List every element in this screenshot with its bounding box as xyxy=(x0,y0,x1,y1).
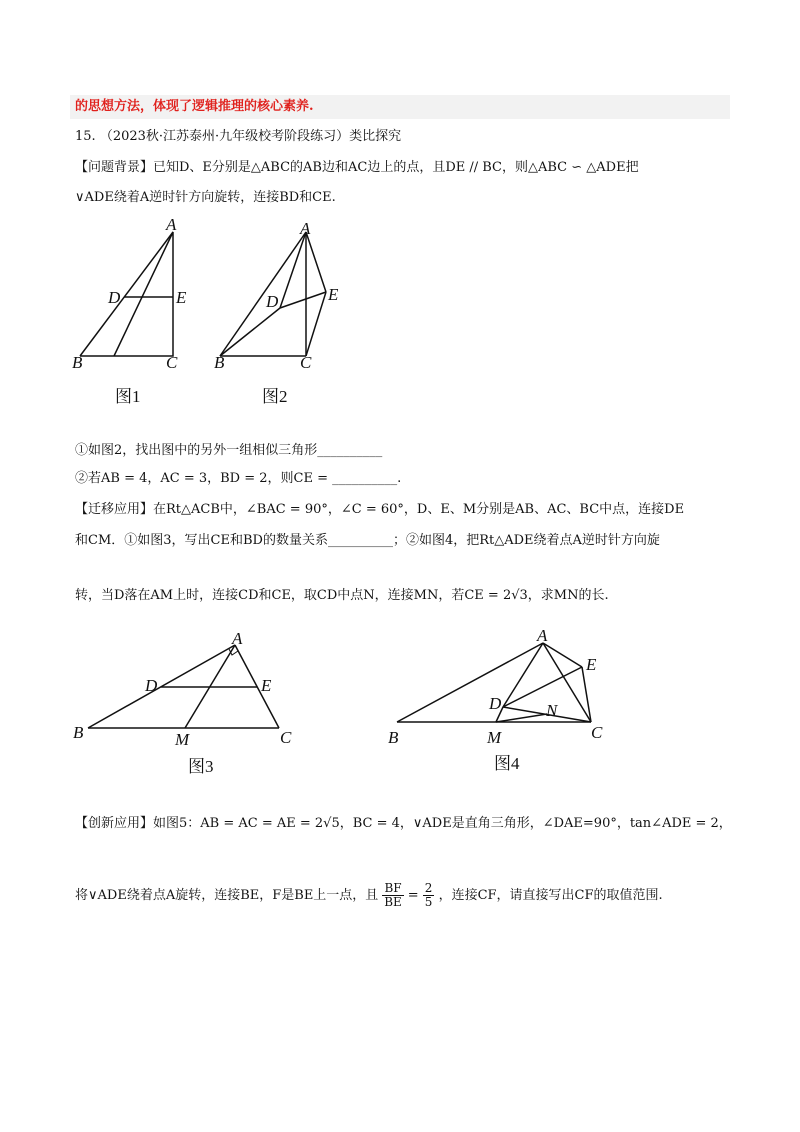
fig3-label-c: C xyxy=(280,728,292,747)
fig2-side-de xyxy=(280,292,326,308)
question-source: （2023秋·江苏泰州·九年级校考阶段练习）类比探究 xyxy=(99,129,402,144)
fig4-label-m: M xyxy=(487,728,502,747)
fraction-bf-be xyxy=(382,882,403,909)
fig4-label-a: A xyxy=(537,626,548,645)
fraction-equals: = xyxy=(407,888,423,903)
fig1-label-c: C xyxy=(166,353,178,372)
fig2-label-b: B xyxy=(214,353,225,372)
transfer-line-1: 【迁移应用】在Rt△ACB中，∠BAC = 90°，∠C = 60°，D、E、M分别是AB、AC、BC中点，连接DE xyxy=(75,502,685,517)
fig4-label-e: E xyxy=(586,655,597,674)
innovation-line-2-end: ，连接CF，请直接写出CF的取值范围. xyxy=(438,888,663,903)
question-1: ①如图2，找出图中的另外一组相似三角形__________ xyxy=(75,443,383,458)
fraction-numerator: BF xyxy=(384,881,402,895)
figure-2 xyxy=(208,212,358,412)
innovation-line-2 xyxy=(75,882,663,909)
fig3-label-m: M xyxy=(175,730,190,749)
fig1-caption: 图1 xyxy=(115,387,141,406)
fig1-label-d: D xyxy=(108,288,121,307)
transfer-line-2: 和CM．①如图3，写出CE和BD的数量关系__________；②如图4，把Rt△ADE绕着点A逆时针方向旋 xyxy=(75,533,660,548)
fig2-caption: 图2 xyxy=(262,387,288,406)
fig1-label-e: E xyxy=(176,288,187,307)
fig4-segment-ae xyxy=(543,643,582,667)
fig2-segment-bd xyxy=(220,308,280,356)
question-header xyxy=(75,127,401,147)
fraction-denominator: BE xyxy=(384,895,402,909)
fig2-label-d: D xyxy=(266,292,279,311)
question-2: ②若AB = 4，AC = 3，BD = 2，则CE = __________. xyxy=(75,471,402,486)
fig1-label-b: B xyxy=(72,353,83,372)
fraction-value-numerator: 2 xyxy=(424,881,433,895)
transfer-line-3: 转，当D落在AM上时，连接CD和CE，取CD中点N，连接MN，若CE = 2√3，求MN的长. xyxy=(75,588,609,603)
fig2-label-c: C xyxy=(300,353,312,372)
fig3-caption: 图3 xyxy=(188,757,214,776)
figure-1 xyxy=(60,212,210,412)
fig1-label-a: A xyxy=(166,215,177,234)
fig1-side-ab xyxy=(80,232,173,356)
fig4-label-n: N xyxy=(546,701,558,720)
intro-red-text: 的思想方法，体现了逻辑推理的核心素养. xyxy=(75,99,314,114)
innovation-line-1: 【创新应用】如图5：AB = AC = AE = 2√5，BC = 4，∨ADE是直角三角形，∠DAE=90°，tan∠ADE = 2， xyxy=(75,816,732,831)
fig2-side-ae xyxy=(306,232,326,292)
fig2-side-ab xyxy=(220,232,306,356)
fig4-caption: 图4 xyxy=(494,754,520,773)
fig3-label-a: A xyxy=(232,629,243,648)
fig4-segment-mn xyxy=(496,714,547,722)
background-line-1: 【问题背景】已知D、E分别是△ABC的AB边和AC边上的点，且DE // BC，则△ABC ∽ △ADE把 xyxy=(75,160,639,175)
background-line-2: ∨ADE绕着A逆时针方向旋转，连接BD和CE. xyxy=(75,190,336,205)
fig3-label-e: E xyxy=(261,676,272,695)
fig2-segment-ce xyxy=(306,292,326,356)
fig2-label-a: A xyxy=(300,219,311,238)
innovation-line-2-start: 将∨ADE绕着点A旋转，连接BE，F是BE上一点，且 xyxy=(75,888,379,903)
figure-4 xyxy=(380,622,620,782)
fig2-side-ad xyxy=(280,232,306,308)
fraction-two-fifths xyxy=(423,882,435,909)
fig3-label-d: D xyxy=(145,676,158,695)
figure-3 xyxy=(65,625,305,785)
fig4-label-d: D xyxy=(489,694,502,713)
fig3-label-b: B xyxy=(73,723,84,742)
question-number: 15. xyxy=(75,129,96,144)
fig4-label-c: C xyxy=(591,723,603,742)
fraction-value-denominator: 5 xyxy=(424,895,433,909)
fig4-label-b: B xyxy=(388,728,399,747)
fig2-label-e: E xyxy=(328,285,339,304)
